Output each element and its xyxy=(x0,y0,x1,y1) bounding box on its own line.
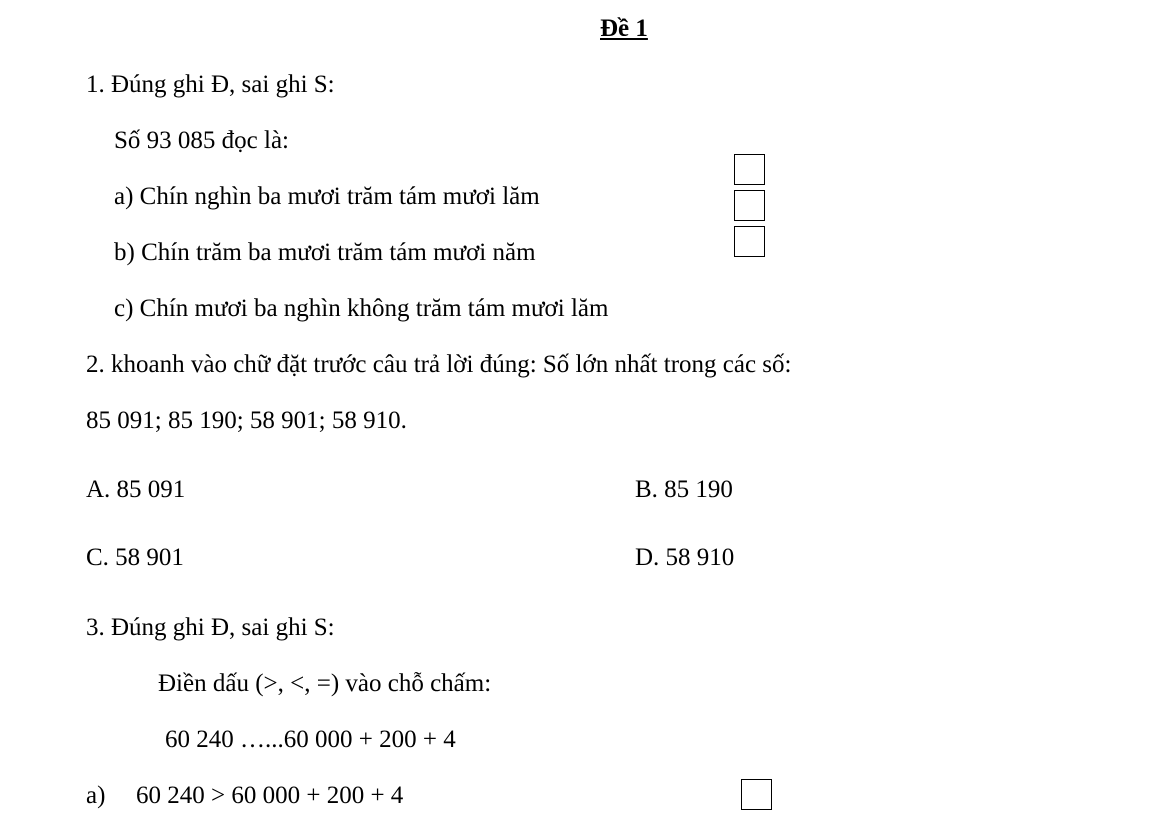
q3-item-a-label: a) xyxy=(86,782,106,809)
q3-instruction: Điền dấu (>, <, =) vào chỗ chấm: xyxy=(158,670,492,697)
q2-choice-c: C. 58 901 xyxy=(86,544,184,571)
answer-box-q3a[interactable] xyxy=(741,779,772,810)
q1-option-c: c) Chín mươi ba nghìn không trăm tám mươi lăm xyxy=(114,295,609,322)
q2-choice-b: B. 85 190 xyxy=(635,476,733,503)
q3-heading: 3. Đúng ghi Đ, sai ghi S: xyxy=(86,614,335,641)
q1-prompt: Số 93 085 đọc là: xyxy=(114,127,289,154)
page-title: Đề 1 xyxy=(600,15,648,42)
q3-expression: 60 240 …...60 000 + 200 + 4 xyxy=(165,726,456,753)
q2-numbers: 85 091; 85 190; 58 901; 58 910. xyxy=(86,407,407,434)
answer-box-q1b[interactable] xyxy=(734,190,765,221)
q2-choice-a: A. 85 091 xyxy=(86,476,186,503)
q3-item-a-text: 60 240 > 60 000 + 200 + 4 xyxy=(136,782,404,809)
q1-heading: 1. Đúng ghi Đ, sai ghi S: xyxy=(86,71,335,98)
q1-option-b: b) Chín trăm ba mươi trăm tám mươi năm xyxy=(114,239,536,266)
q1-option-a: a) Chín nghìn ba mươi trăm tám mươi lăm xyxy=(114,183,540,210)
q2-heading: 2. khoanh vào chữ đặt trước câu trả lời đúng: Số lớn nhất trong các số: xyxy=(86,351,792,378)
q2-choice-d: D. 58 910 xyxy=(635,544,735,571)
answer-box-q1c[interactable] xyxy=(734,226,765,257)
answer-box-q1a[interactable] xyxy=(734,154,765,185)
